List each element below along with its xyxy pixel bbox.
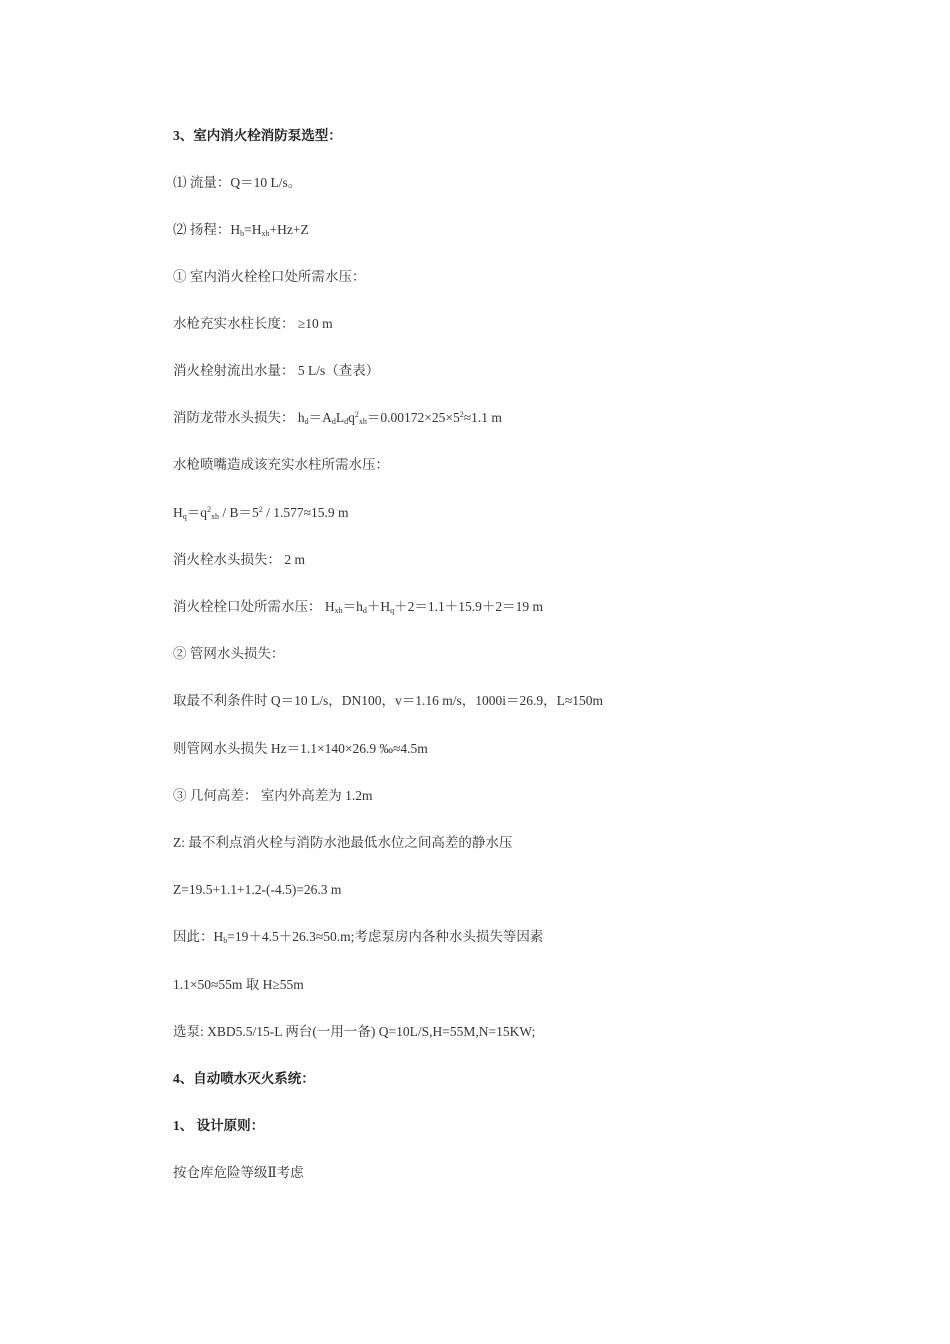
text-run: q — [348, 410, 355, 425]
hq-formula-line — [173, 504, 349, 522]
text-run: +Hz+Z — [269, 222, 309, 237]
text-run: 因此：H — [173, 929, 224, 944]
subscript: b — [240, 229, 245, 238]
text-run: / 1.577≈15.9 m — [262, 505, 349, 520]
design-principle-heading: 1、 设计原则： — [173, 1118, 265, 1133]
section-3-heading: 3、室内消火栓消防泵选型： — [173, 128, 342, 143]
text-run: / B＝5 — [219, 505, 259, 520]
text-run: 消火栓栓口处所需水压： H — [173, 599, 335, 614]
subscript: q — [182, 512, 187, 521]
text-run: =H — [244, 222, 262, 237]
text-run: ＝A — [308, 410, 332, 425]
text-run: ≈1.1 m — [463, 410, 502, 425]
hydrant-flow-line: 消火栓射流出水量： 5 L/s（查表） — [173, 363, 380, 378]
worst-case-line: 取最不利条件时 Q＝10 L/s，DN100，v＝1.16 m/s，1000i＝26.9，L≈150m — [173, 693, 604, 708]
design-principle-text: 按仓库危险等级Ⅱ考虑 — [173, 1165, 304, 1180]
subscript: d — [344, 417, 349, 426]
subscript: d — [304, 417, 309, 426]
text-run: ＝0.00172×25×5 — [366, 410, 460, 425]
z-definition-line: Z: 最不利点消火栓与消防水池最低水位之间高差的静水压 — [173, 835, 513, 850]
subscript: d — [362, 606, 367, 615]
hydrant-loss-line: 消火栓水头损失： 2 m — [173, 552, 306, 567]
superscript: 2 — [207, 505, 211, 514]
final-head-line: 1.1×50≈55m 取 H≥55m — [173, 977, 304, 992]
subscript: xh — [334, 606, 343, 615]
z-calc-line: Z=19.5+1.1+1.2-(-4.5)=26.3 m — [173, 882, 342, 897]
superscript: 2 — [354, 410, 359, 419]
item-1-heading: ① 室内消火栓栓口处所需水压： — [173, 269, 366, 284]
subscript: xh — [261, 229, 270, 238]
subscript: xh — [211, 512, 219, 521]
text-run: ＋2＝1.1＋15.9＋2＝19 m — [394, 599, 544, 614]
subscript: xh — [358, 417, 367, 426]
text-run: ⑵ 扬程：H — [173, 222, 241, 237]
text-run: ＋H — [366, 599, 391, 614]
superscript: 2 — [258, 505, 263, 514]
text-run: L — [335, 410, 345, 425]
text-run: ＝h — [342, 599, 363, 614]
head-formula-line — [173, 221, 309, 239]
outlet-pressure-line — [173, 598, 543, 616]
text-run: ＝q — [186, 505, 207, 520]
jet-length-line: 水枪充实水柱长度： ≥10 m — [173, 316, 333, 331]
item-3-heading: ③ 几何高差： 室内外高差为 1.2m — [173, 788, 373, 803]
therefore-line — [173, 928, 543, 946]
superscript: 2 — [459, 410, 464, 419]
item-2-heading: ② 管网水头损失： — [173, 646, 285, 661]
hose-loss-line — [173, 409, 502, 427]
text-run: 消防龙带水头损失： h — [173, 410, 305, 425]
pump-selection-line: 选泵: XBD5.5/15-L 两台(一用一备) Q=10L/S,H=55M,N=15KW; — [173, 1024, 536, 1039]
text-run: H — [173, 505, 183, 520]
subscript: q — [390, 606, 395, 615]
subscript: b — [223, 936, 228, 945]
flow-line: ⑴ 流量：Q＝10 L/s。 — [173, 175, 302, 190]
subscript: d — [331, 417, 336, 426]
section-4-heading: 4、自动喷水灭火系统： — [173, 1071, 315, 1086]
nozzle-heading: 水枪喷嘴造成该充实水柱所需水压： — [173, 457, 389, 472]
pipe-loss-line: 则管网水头损失 Hz＝1.1×140×26.9 ‰≈4.5m — [173, 741, 428, 756]
text-run: =19＋4.5＋26.3≈50.m;考虑泵房内各种水头损失等因素 — [227, 929, 544, 944]
